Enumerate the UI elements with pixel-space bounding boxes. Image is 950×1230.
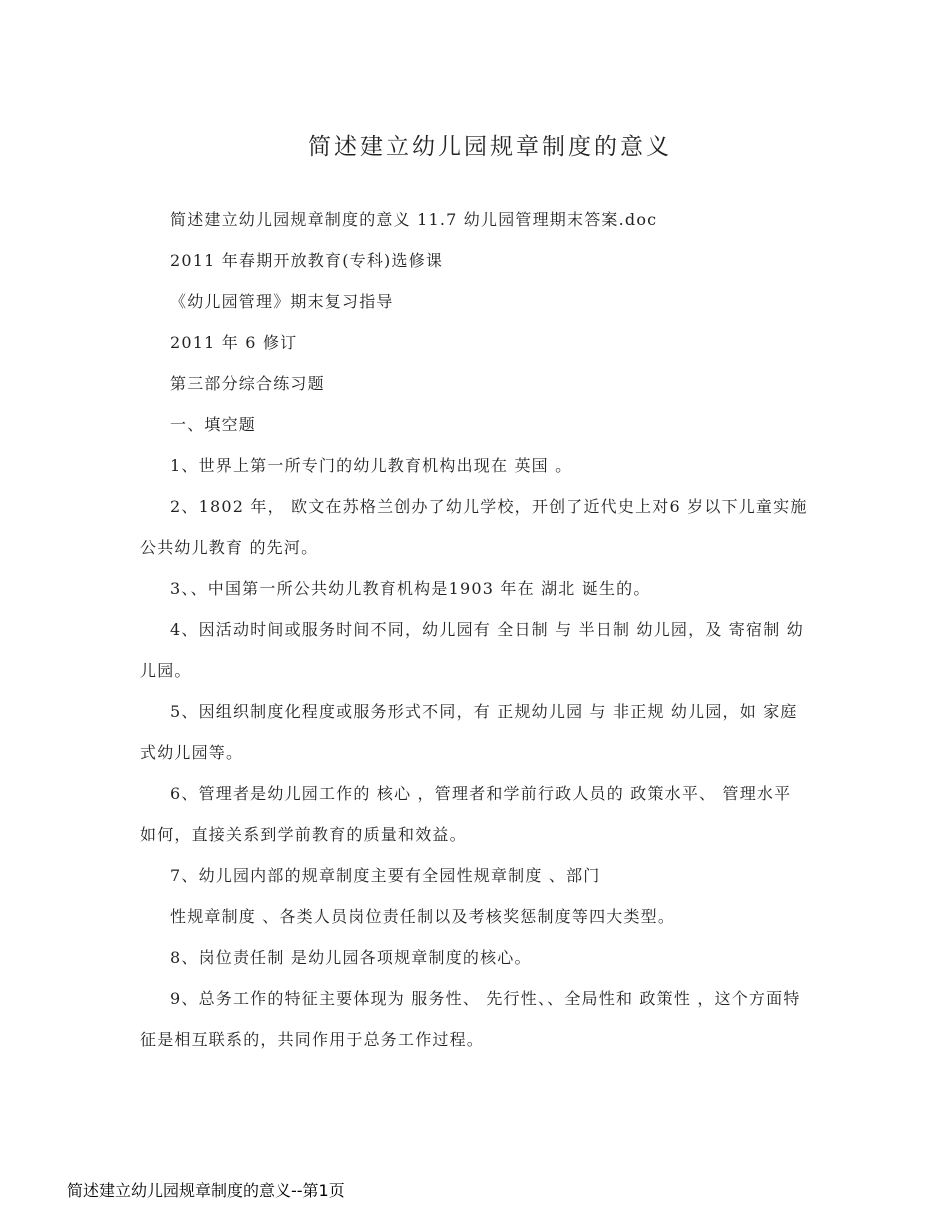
document-title: 简述建立幼儿园规章制度的意义	[308, 134, 672, 160]
paragraph-question-type: 一、填空题	[170, 415, 257, 434]
paragraph-item-9: 9、总务工作的特征主要体现为 服务性、 先行性、、全局性和 政策性 ，这个方面特征是相互联系的，共同作用于总务工作过程。	[140, 989, 801, 1049]
paragraph-course-title: 《幼儿园管理》期末复习指导	[170, 292, 394, 311]
paragraph-source-line: 简述建立幼儿园规章制度的意义 11.7 幼儿园管理期末答案.doc	[170, 210, 658, 229]
document-body	[140, 199, 810, 1060]
paragraph-item-7: 7、幼儿园内部的规章制度主要有全园性规章制度 、部门	[170, 866, 601, 885]
page-footer: 简述建立幼儿园规章制度的意义--第1页	[67, 1181, 345, 1200]
paragraph-section-heading: 第三部分综合练习题	[170, 374, 325, 393]
paragraph-item-7-continued: 性规章制度 、各类人员岗位责任制以及考核奖惩制度等四大类型。	[170, 907, 676, 926]
paragraph-item-5: 5、因组织制度化程度或服务形式不同，有 正规幼儿园 与 非正规 幼儿园，如 家庭式幼儿园等。	[140, 702, 798, 762]
paragraph-item-8: 8、岗位责任制 是幼儿园各项规章制度的核心。	[170, 948, 532, 967]
paragraph-item-3: 3、、中国第一所公共幼儿教育机构是1903 年在 湖北 诞生的。	[170, 579, 651, 598]
paragraph-item-1: 1、世界上第一所专门的幼儿教育机构出现在 英国 。	[170, 456, 573, 475]
paragraph-item-4: 4、因活动时间或服务时间不同，幼儿园有 全日制 与 半日制 幼儿园，及 寄宿制 幼儿园。	[140, 620, 804, 680]
paragraph-revision-date: 2011 年 6 修订	[170, 333, 298, 352]
paragraph-item-2: 2、1802 年， 欧文在苏格兰创办了幼儿学校，开创了近代史上对6 岁以下儿童实施 公共幼儿教育 的先河。	[140, 497, 808, 557]
paragraph-item-6: 6、管理者是幼儿园工作的 核心 ，管理者和学前行政人员的 政策水平、 管理水平 如何，直接关系到学前教育的质量和效益。	[140, 784, 792, 844]
paragraph-course-term: 2011 年春期开放教育(专科)选修课	[170, 251, 444, 270]
